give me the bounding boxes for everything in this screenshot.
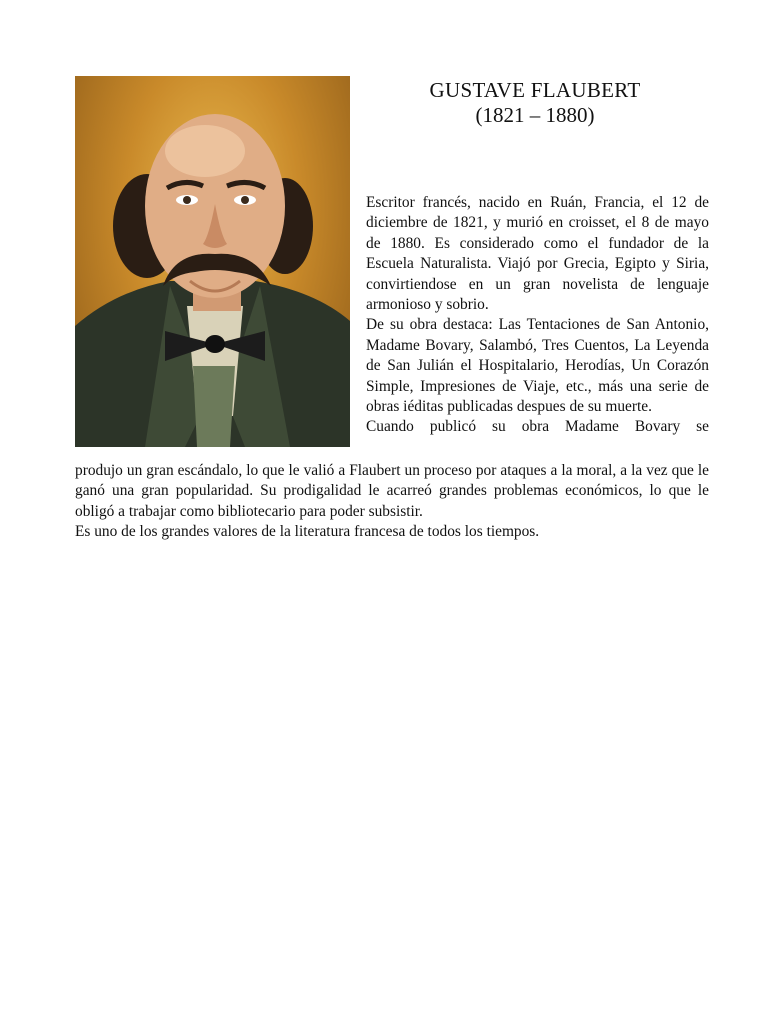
portrait-painting-icon [75, 76, 350, 447]
bovary-paragraph-start: Cuando publicó su obra Madame Bovary se [366, 418, 709, 436]
closing-paragraph: Es uno de los grandes valores de la literatura francesa de todos los tiempos. [75, 523, 540, 541]
life-dates: (1821 – 1880) [475, 103, 595, 127]
title-block [360, 78, 710, 128]
author-portrait [75, 76, 350, 447]
bovary-paragraph-end: produjo un gran escándalo, lo que le valió a Flaubert un proceso por ataques a la moral, a la vez que le ganó una gran popularidad. Su prodigalidad le acarreó grandes problemas económicos, lo que le obligó a trabajar como bibliotecario para poder subsistir. [75, 462, 709, 520]
biography-text-right [366, 193, 709, 438]
biography-text-full [75, 461, 709, 543]
works-paragraph: De su obra destaca: Las Tentaciones de San Antonio, Madame Bovary, Salambó, Tres Cuentos, La Leyenda de San Julián el Hospitalario, Herodías, Un Corazón Simple, Impresiones de Viaje, etc., más una serie de obras iéditas publicadas despues de su muerte. [366, 316, 709, 416]
page-title: GUSTAVE FLAUBERT [429, 78, 641, 102]
biography-paragraph: Escritor francés, nacido en Ruán, Francia, el 12 de diciembre de 1821, y murió en croisset, el 8 de mayo de 1880. Es considerado como el fundador de la Escuela Naturalista. Viajó por Grecia, Egipto y Siria, convirtiendose en un gran novelista de lenguaje armonioso y sobrio. [366, 194, 709, 314]
